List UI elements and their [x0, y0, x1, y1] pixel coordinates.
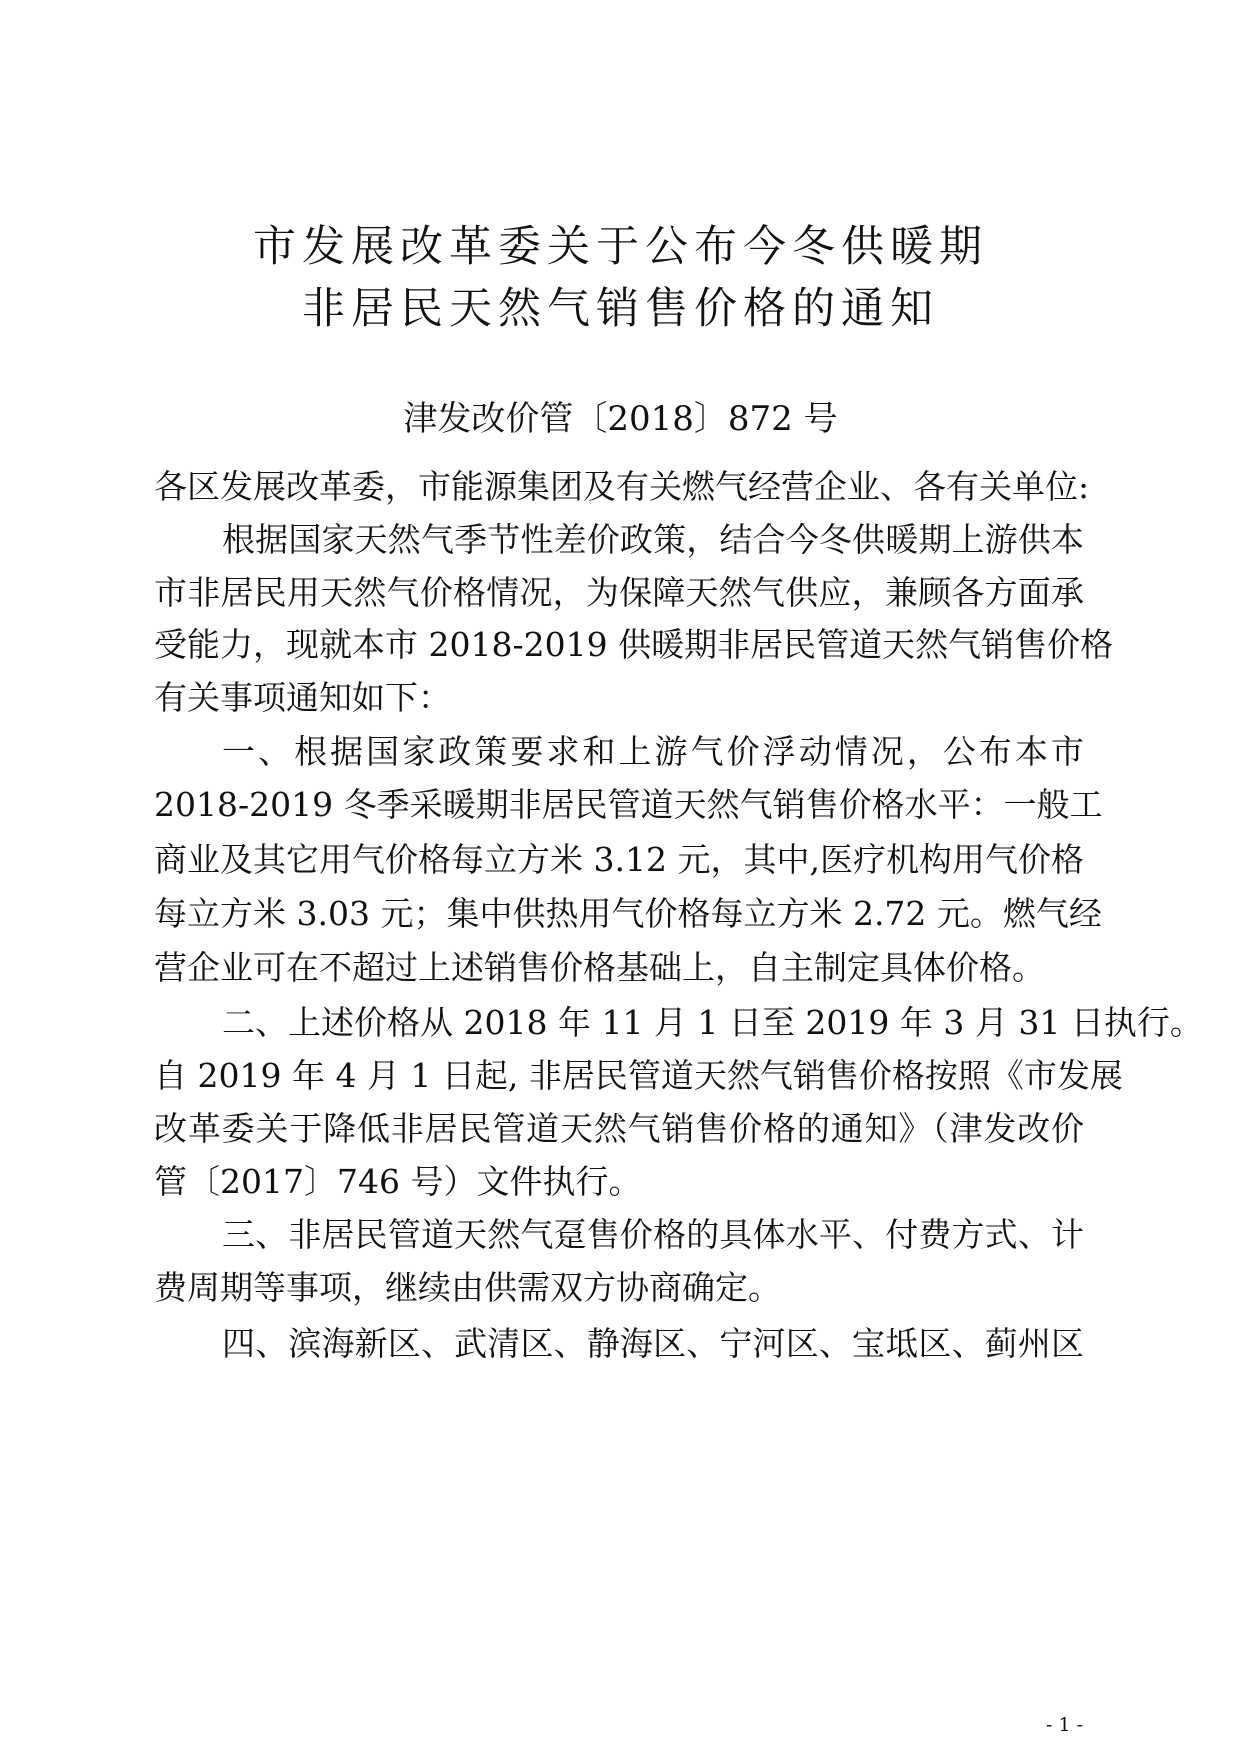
section-1-line: 一、根据国家政策要求和上游气价浮动情况，公布本市: [222, 732, 1084, 771]
intro-paragraph-line: 市非居民用天然气价格情况，为保障天然气供应，兼顾各方面承: [154, 573, 1084, 612]
document-title-line-2: 非居民天然气销售价格的通知: [302, 284, 939, 334]
section-2-line: 改革委关于降低非居民管道天然气销售价格的通知》（津发改价: [154, 1109, 1084, 1148]
section-2-line: 二、上述价格从 2018 年 11 月 1 日至 2019 年 3 月 31 日执行。: [222, 1003, 1203, 1042]
section-2-line: 自 2019 年 4 月 1 日起, 非居民管道天然气销售价格按照《市发展: [154, 1056, 1123, 1095]
section-1-line: 商业及其它用气价格每立方米 3.12 元，其中,医疗机构用气价格: [154, 840, 1084, 879]
section-1-line: 2018-2019 冬季采暖期非居民管道天然气销售价格水平：一般工: [154, 785, 1103, 824]
section-4-line: 四、滨海新区、武清区、静海区、宁河区、宝坻区、蓟州区: [222, 1324, 1084, 1363]
page-number: - 1 -: [1046, 1714, 1084, 1736]
section-1-line: 营企业可在不超过上述销售价格基础上，自主制定具体价格。: [154, 948, 1045, 987]
document-title-line-1: 市发展改革委关于公布今冬供暖期: [253, 222, 988, 272]
document-number: 津发改价管〔2018〕872 号: [403, 399, 838, 439]
intro-paragraph-line: 根据国家天然气季节性差价政策，结合今冬供暖期上游供本: [222, 520, 1084, 559]
intro-paragraph-line: 有关事项通知如下：: [154, 678, 451, 717]
section-3-line: 费周期等事项，继续由供需双方协商确定。: [154, 1268, 781, 1307]
section-2-line: 管〔2017〕746 号）文件执行。: [154, 1162, 642, 1201]
addressee-line: 各区发展改革委，市能源集团及有关燃气经营企业、各有关单位:: [154, 467, 1090, 506]
section-3-line: 三、非居民管道天然气趸售价格的具体水平、付费方式、计: [222, 1215, 1084, 1254]
section-1-line: 每立方米 3.03 元；集中供热用气价格每立方米 2.72 元。燃气经: [154, 894, 1102, 933]
intro-paragraph-line: 受能力，现就本市 2018-2019 供暖期非居民管道天然气销售价格: [154, 625, 1114, 664]
